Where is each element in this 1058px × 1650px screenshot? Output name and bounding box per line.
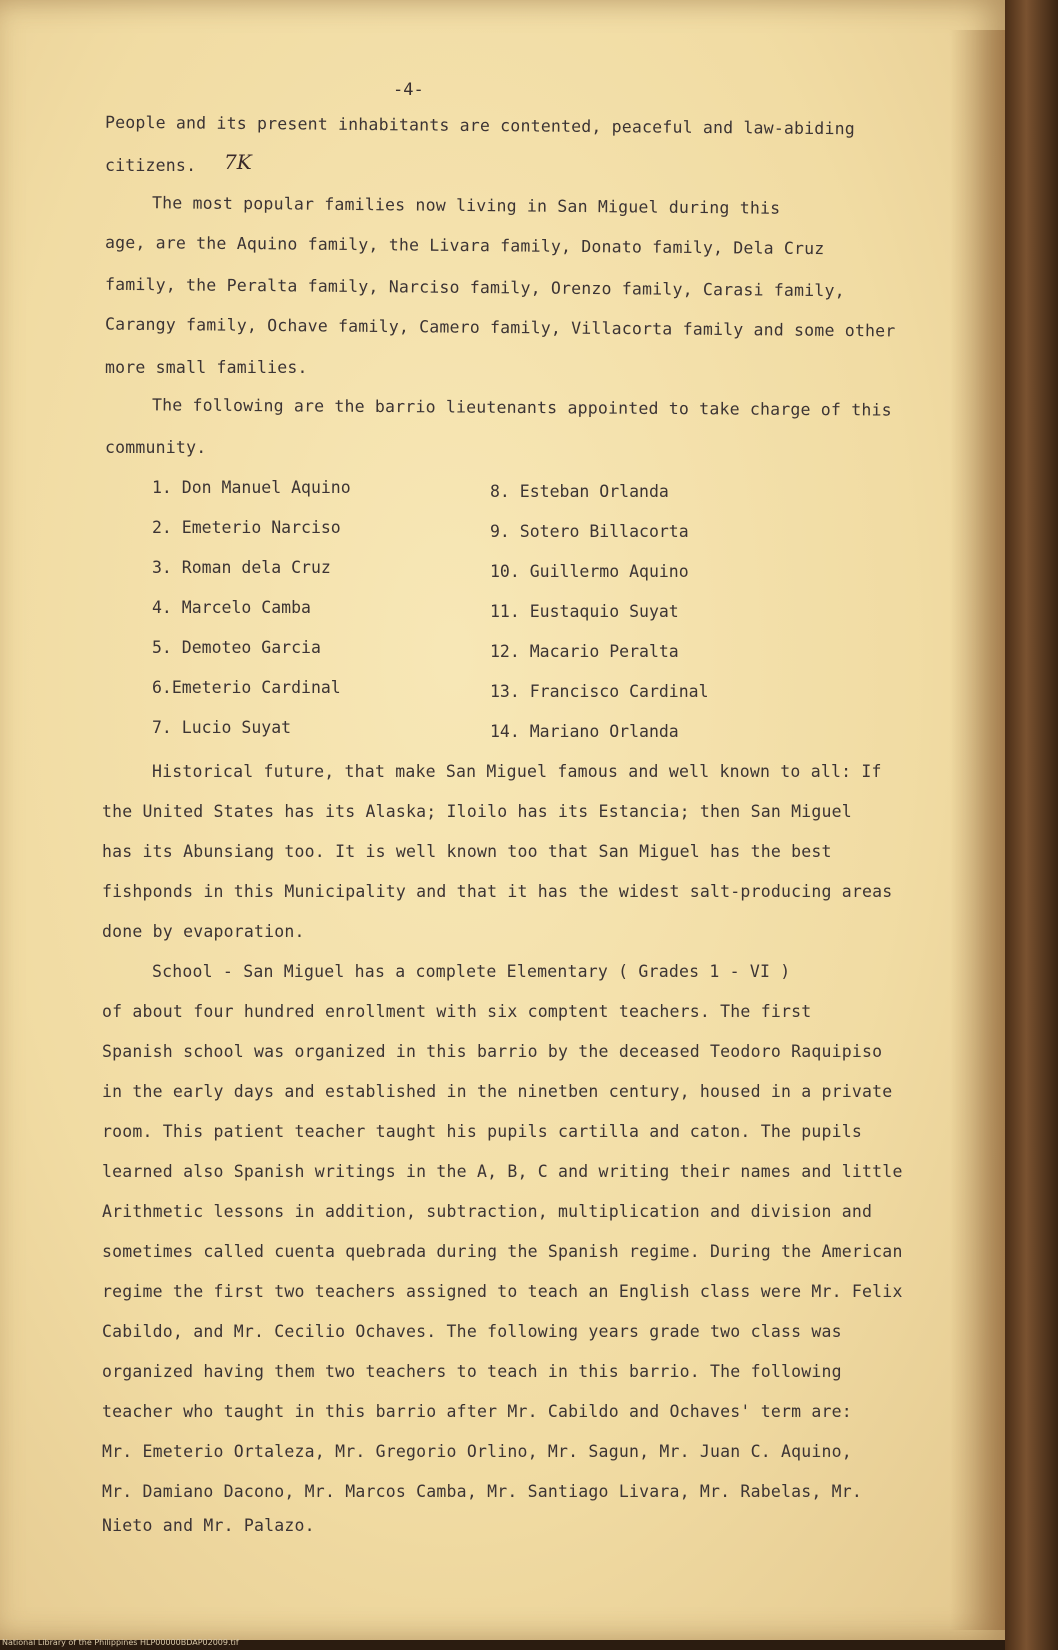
text-line: School - San Miguel has a complete Elementary ( Grades 1 - VI ) [152, 962, 791, 981]
text-line: more small families. [105, 358, 308, 377]
list-item: 10. Guillermo Aquino [490, 562, 689, 581]
text-line: Mr. Emeterio Ortaleza, Mr. Gregorio Orlino, Mr. Sagun, Mr. Juan C. Aquino, [102, 1442, 852, 1461]
scan-footer: National Library of the Philippines HLP00000BDAP02009.tif [2, 1638, 239, 1647]
text-line: done by evaporation. [102, 922, 305, 941]
text-line: The following are the barrio lieutenants appointed to take charge of this [151, 395, 892, 420]
text-line: fishponds in this Municipality and that it has the widest salt-producing areas [102, 882, 893, 901]
page-number: -4- [393, 80, 424, 100]
text-line: has its Abunsiang too. It is well known too that San Miguel has the best [102, 842, 832, 861]
text-line: regime the first two teachers assigned to teach an English class were Mr. Felix [102, 1282, 903, 1301]
book-binding-edge [1005, 0, 1058, 1650]
list-item: 6.Emeterio Cardinal [152, 678, 341, 697]
text-line: Historical future, that make San Miguel famous and well known to all: If [152, 762, 882, 781]
page-shadow [950, 30, 1005, 1630]
list-item: 11. Eustaquio Suyat [490, 602, 679, 621]
text-line: Carangy family, Ochave family, Camero family, Villacorta family and some other [104, 314, 896, 341]
lieutenants-list-right [490, 482, 709, 762]
text-line: in the early days and established in the ninetben century, housed in a private [102, 1082, 893, 1101]
text-line: The most popular families now living in San Miguel during this [151, 193, 781, 218]
list-item: 4. Marcelo Camba [152, 598, 311, 617]
text-line: Spanish school was organized in this barrio by the deceased Teodoro Raquipiso [102, 1042, 883, 1061]
text-line: room. This patient teacher taught his pupils cartilla and caton. The pupils [102, 1122, 863, 1141]
list-item: 8. Esteban Orlanda [490, 482, 669, 501]
list-item: 14. Mariano Orlanda [490, 722, 679, 741]
text-line: age, are the Aquino family, the Livara family, Donato family, Dela Cruz [104, 232, 825, 259]
text-line: Cabildo, and Mr. Cecilio Ochaves. The following years grade two class was [102, 1322, 842, 1341]
lieutenants-list-left [152, 478, 351, 758]
text-line: Mr. Damiano Dacono, Mr. Marcos Camba, Mr. Santiago Livara, Mr. Rabelas, Mr. [102, 1482, 863, 1501]
list-item: 7. Lucio Suyat [152, 718, 292, 737]
list-item: 2. Emeterio Narciso [152, 518, 341, 537]
text-line: teacher who taught in this barrio after Mr. Cabildo and Ochaves' term are: [102, 1402, 852, 1421]
text-line: community. [105, 438, 207, 457]
list-item: 12. Macario Peralta [490, 642, 679, 661]
list-item: 3. Roman dela Cruz [152, 558, 331, 577]
list-item: 13. Francisco Cardinal [490, 682, 709, 701]
list-item: 5. Demoteo Garcia [152, 638, 321, 657]
list-item: 1. Don Manuel Aquino [152, 478, 351, 497]
text-line: sometimes called cuenta quebrada during the Spanish regime. During the American [102, 1242, 903, 1261]
text-line: the United States has its Alaska; Iloilo has its Estancia; then San Miguel [102, 802, 852, 821]
text-line: learned also Spanish writings in the A, B, C and writing their names and little [102, 1162, 903, 1181]
text-line: of about four hundred enrollment with six comptent teachers. The first [102, 1002, 812, 1021]
text-line: citizens. [105, 156, 197, 175]
list-item: 9. Sotero Billacorta [490, 522, 689, 541]
text-line: People and its present inhabitants are contented, peaceful and law-abiding [104, 112, 855, 139]
handwritten-mark: 7K [224, 150, 252, 174]
text-line: Arithmetic lessons in addition, subtraction, multiplication and division and [102, 1202, 873, 1221]
text-line: Nieto and Mr. Palazo. [102, 1516, 315, 1535]
text-line: family, the Peralta family, Narciso family, Orenzo family, Carasi family, [104, 274, 845, 301]
text-line: organized having them two teachers to teach in this barrio. The following [102, 1362, 842, 1381]
